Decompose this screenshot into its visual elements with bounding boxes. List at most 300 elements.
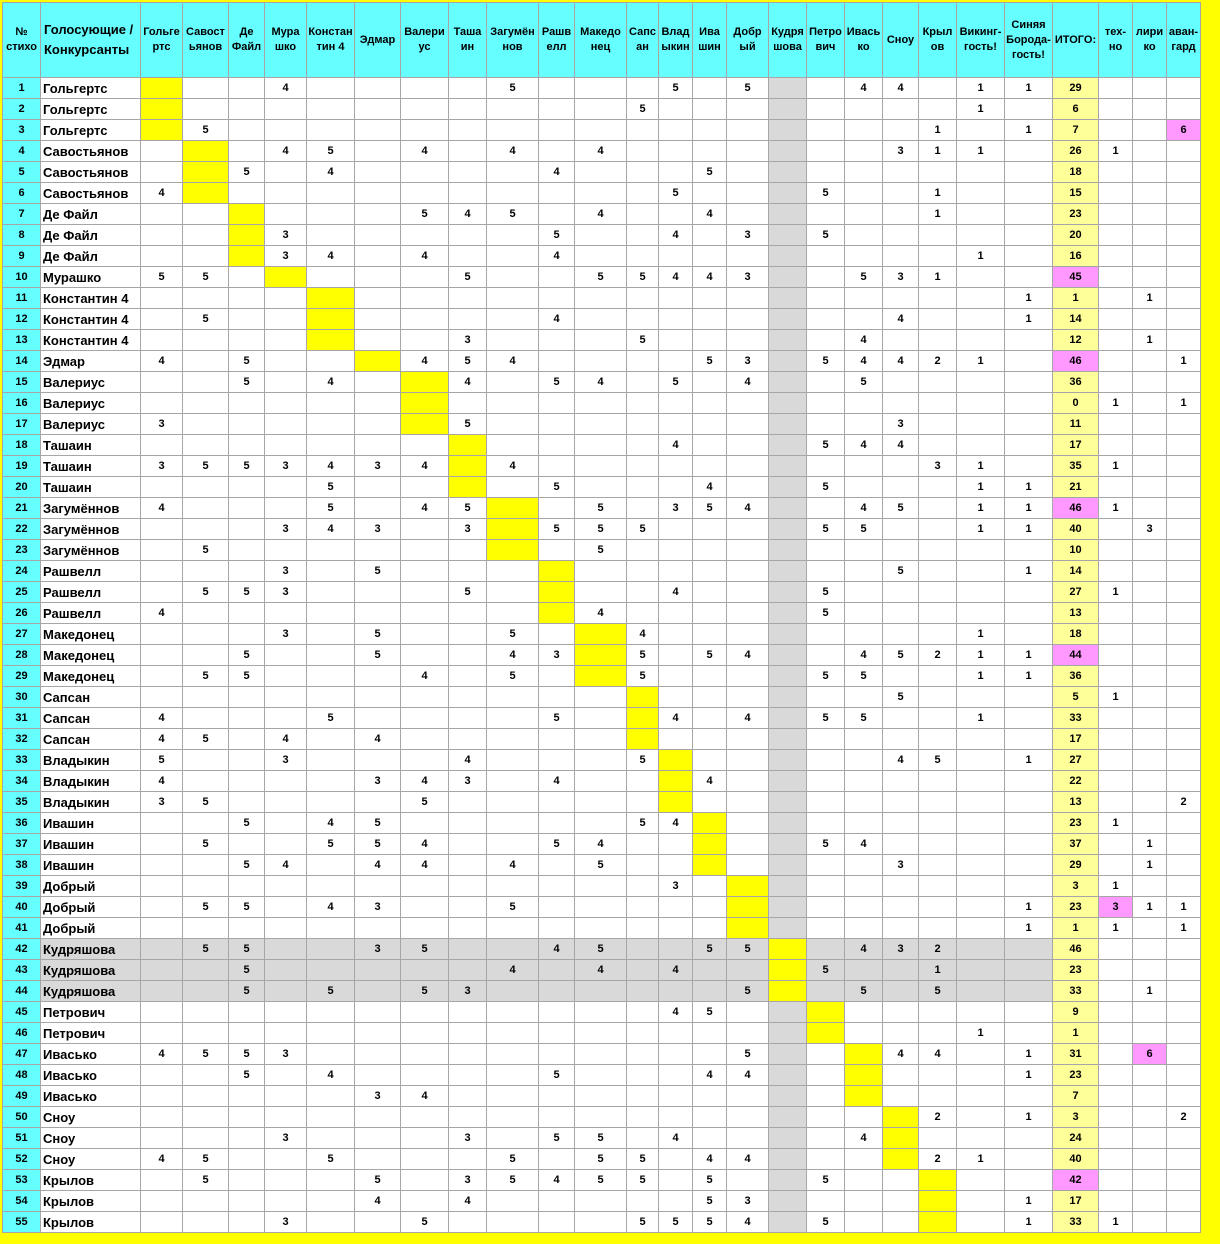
vote-cell[interactable] — [265, 687, 307, 708]
vote-cell[interactable] — [693, 1044, 727, 1065]
vote-cell[interactable] — [141, 78, 183, 99]
category-cell[interactable] — [1099, 120, 1133, 141]
vote-cell[interactable] — [727, 519, 769, 540]
vote-cell[interactable]: 5 — [183, 540, 229, 561]
category-cell[interactable] — [1133, 267, 1167, 288]
vote-cell[interactable] — [769, 477, 807, 498]
vote-cell[interactable] — [575, 1002, 627, 1023]
vote-cell[interactable] — [183, 960, 229, 981]
vote-cell[interactable]: 5 — [355, 645, 401, 666]
vote-cell[interactable]: 1 — [957, 78, 1005, 99]
vote-cell[interactable] — [1005, 225, 1053, 246]
total-cell[interactable]: 36 — [1053, 666, 1099, 687]
vote-cell[interactable] — [183, 330, 229, 351]
vote-cell[interactable] — [727, 435, 769, 456]
vote-cell[interactable] — [1005, 162, 1053, 183]
vote-cell[interactable] — [769, 729, 807, 750]
vote-cell[interactable] — [539, 624, 575, 645]
vote-cell[interactable] — [229, 750, 265, 771]
contestant-name[interactable]: Рашвелл — [41, 603, 141, 624]
vote-cell[interactable] — [957, 771, 1005, 792]
contestant-name[interactable]: Сапсан — [41, 687, 141, 708]
vote-cell[interactable] — [769, 960, 807, 981]
contestant-name[interactable]: Рашвелл — [41, 582, 141, 603]
poem-number[interactable]: 11 — [3, 288, 41, 309]
category-cell[interactable] — [1099, 267, 1133, 288]
vote-cell[interactable] — [539, 1191, 575, 1212]
vote-cell[interactable]: 4 — [141, 771, 183, 792]
category-cell[interactable]: 1 — [1167, 393, 1201, 414]
vote-cell[interactable] — [355, 183, 401, 204]
vote-cell[interactable] — [183, 372, 229, 393]
contestant-name[interactable]: Эдмар — [41, 351, 141, 372]
vote-cell[interactable]: 4 — [449, 750, 487, 771]
vote-cell[interactable] — [919, 477, 957, 498]
vote-cell[interactable] — [183, 225, 229, 246]
vote-cell[interactable]: 5 — [845, 708, 883, 729]
vote-cell[interactable] — [1005, 1149, 1053, 1170]
vote-cell[interactable] — [659, 834, 693, 855]
vote-cell[interactable] — [265, 897, 307, 918]
vote-cell[interactable]: 4 — [693, 267, 727, 288]
vote-cell[interactable]: 1 — [1005, 918, 1053, 939]
vote-cell[interactable]: 4 — [401, 246, 449, 267]
category-cell[interactable] — [1099, 519, 1133, 540]
vote-cell[interactable]: 5 — [727, 78, 769, 99]
vote-cell[interactable]: 4 — [307, 897, 355, 918]
vote-cell[interactable]: 5 — [807, 960, 845, 981]
vote-cell[interactable] — [807, 939, 845, 960]
vote-cell[interactable] — [769, 267, 807, 288]
poem-number[interactable]: 49 — [3, 1086, 41, 1107]
vote-cell[interactable]: 4 — [449, 372, 487, 393]
vote-cell[interactable] — [957, 918, 1005, 939]
vote-cell[interactable] — [183, 981, 229, 1002]
vote-cell[interactable]: 4 — [307, 519, 355, 540]
total-cell[interactable]: 40 — [1053, 519, 1099, 540]
vote-cell[interactable] — [807, 981, 845, 1002]
poem-number[interactable]: 44 — [3, 981, 41, 1002]
vote-cell[interactable] — [401, 1002, 449, 1023]
vote-cell[interactable] — [183, 414, 229, 435]
vote-cell[interactable] — [1005, 99, 1053, 120]
category-cell[interactable]: 1 — [1099, 393, 1133, 414]
total-cell[interactable]: 7 — [1053, 1086, 1099, 1107]
vote-cell[interactable] — [229, 603, 265, 624]
poem-number[interactable]: 7 — [3, 204, 41, 225]
vote-cell[interactable] — [769, 624, 807, 645]
vote-cell[interactable] — [575, 813, 627, 834]
vote-cell[interactable] — [355, 1023, 401, 1044]
vote-cell[interactable] — [539, 918, 575, 939]
category-cell[interactable] — [1133, 939, 1167, 960]
vote-cell[interactable]: 4 — [449, 1191, 487, 1212]
vote-cell[interactable] — [659, 792, 693, 813]
vote-cell[interactable] — [307, 855, 355, 876]
vote-cell[interactable] — [845, 1149, 883, 1170]
vote-cell[interactable] — [307, 1044, 355, 1065]
vote-cell[interactable] — [575, 1212, 627, 1233]
vote-cell[interactable]: 5 — [355, 1170, 401, 1191]
vote-cell[interactable]: 5 — [727, 981, 769, 1002]
vote-cell[interactable]: 3 — [265, 519, 307, 540]
vote-cell[interactable]: 4 — [845, 645, 883, 666]
contestant-name[interactable]: Гольгертс — [41, 99, 141, 120]
vote-cell[interactable] — [355, 792, 401, 813]
vote-cell[interactable]: 4 — [307, 456, 355, 477]
vote-cell[interactable]: 4 — [693, 1149, 727, 1170]
vote-cell[interactable] — [957, 1044, 1005, 1065]
vote-cell[interactable]: 4 — [659, 1128, 693, 1149]
vote-cell[interactable] — [693, 1086, 727, 1107]
vote-cell[interactable]: 5 — [487, 78, 539, 99]
vote-cell[interactable]: 4 — [141, 351, 183, 372]
category-cell[interactable] — [1133, 393, 1167, 414]
vote-cell[interactable]: 5 — [693, 1170, 727, 1191]
vote-cell[interactable] — [769, 225, 807, 246]
vote-cell[interactable] — [883, 582, 919, 603]
category-cell[interactable] — [1099, 330, 1133, 351]
vote-cell[interactable] — [1005, 771, 1053, 792]
vote-cell[interactable] — [807, 393, 845, 414]
category-cell[interactable] — [1167, 939, 1201, 960]
vote-cell[interactable] — [307, 1191, 355, 1212]
vote-cell[interactable]: 5 — [627, 99, 659, 120]
category-cell[interactable]: 1 — [1099, 687, 1133, 708]
total-cell[interactable]: 10 — [1053, 540, 1099, 561]
vote-cell[interactable]: 4 — [449, 204, 487, 225]
vote-cell[interactable] — [845, 771, 883, 792]
vote-cell[interactable] — [1005, 183, 1053, 204]
vote-cell[interactable] — [265, 792, 307, 813]
vote-cell[interactable] — [183, 1212, 229, 1233]
vote-cell[interactable] — [307, 666, 355, 687]
total-cell[interactable]: 1 — [1053, 288, 1099, 309]
vote-cell[interactable]: 4 — [575, 372, 627, 393]
vote-cell[interactable] — [141, 939, 183, 960]
vote-cell[interactable] — [141, 477, 183, 498]
vote-cell[interactable] — [355, 918, 401, 939]
vote-cell[interactable] — [229, 309, 265, 330]
vote-cell[interactable] — [229, 624, 265, 645]
vote-cell[interactable]: 4 — [307, 372, 355, 393]
category-cell[interactable] — [1167, 1065, 1201, 1086]
vote-cell[interactable] — [883, 1107, 919, 1128]
vote-cell[interactable] — [355, 477, 401, 498]
vote-cell[interactable] — [539, 414, 575, 435]
category-cell[interactable] — [1133, 204, 1167, 225]
vote-cell[interactable]: 3 — [355, 771, 401, 792]
vote-cell[interactable]: 4 — [539, 309, 575, 330]
vote-cell[interactable] — [229, 519, 265, 540]
vote-cell[interactable] — [229, 540, 265, 561]
vote-cell[interactable]: 5 — [845, 666, 883, 687]
category-cell[interactable] — [1099, 960, 1133, 981]
poem-number[interactable]: 18 — [3, 435, 41, 456]
vote-cell[interactable] — [539, 1023, 575, 1044]
vote-cell[interactable]: 5 — [807, 477, 845, 498]
vote-cell[interactable] — [769, 1023, 807, 1044]
vote-cell[interactable] — [401, 708, 449, 729]
vote-cell[interactable] — [539, 1086, 575, 1107]
vote-cell[interactable] — [659, 1086, 693, 1107]
vote-cell[interactable]: 5 — [229, 162, 265, 183]
vote-cell[interactable] — [693, 330, 727, 351]
vote-cell[interactable] — [627, 1044, 659, 1065]
vote-cell[interactable]: 4 — [141, 1149, 183, 1170]
category-cell[interactable]: 1 — [1167, 897, 1201, 918]
vote-cell[interactable] — [693, 876, 727, 897]
vote-cell[interactable] — [183, 435, 229, 456]
vote-cell[interactable] — [265, 1023, 307, 1044]
vote-cell[interactable] — [265, 834, 307, 855]
vote-cell[interactable]: 5 — [883, 687, 919, 708]
vote-cell[interactable] — [539, 267, 575, 288]
vote-cell[interactable] — [141, 1065, 183, 1086]
vote-cell[interactable] — [769, 834, 807, 855]
vote-cell[interactable]: 5 — [807, 351, 845, 372]
vote-cell[interactable]: 1 — [1005, 561, 1053, 582]
total-cell[interactable]: 17 — [1053, 1191, 1099, 1212]
vote-cell[interactable] — [693, 456, 727, 477]
poem-number[interactable]: 36 — [3, 813, 41, 834]
vote-cell[interactable] — [487, 477, 539, 498]
vote-cell[interactable]: 5 — [539, 834, 575, 855]
category-cell[interactable] — [1133, 351, 1167, 372]
vote-cell[interactable] — [693, 183, 727, 204]
category-cell[interactable]: 6 — [1133, 1044, 1167, 1065]
vote-cell[interactable]: 3 — [265, 456, 307, 477]
vote-cell[interactable] — [401, 393, 449, 414]
vote-cell[interactable]: 5 — [693, 1191, 727, 1212]
vote-cell[interactable] — [355, 1212, 401, 1233]
vote-cell[interactable] — [1005, 708, 1053, 729]
vote-cell[interactable] — [307, 351, 355, 372]
vote-cell[interactable] — [183, 771, 229, 792]
vote-cell[interactable]: 5 — [229, 1065, 265, 1086]
vote-cell[interactable] — [265, 267, 307, 288]
total-cell[interactable]: 13 — [1053, 792, 1099, 813]
vote-cell[interactable] — [627, 876, 659, 897]
vote-cell[interactable] — [401, 813, 449, 834]
vote-cell[interactable] — [919, 246, 957, 267]
vote-cell[interactable] — [487, 687, 539, 708]
vote-cell[interactable] — [141, 141, 183, 162]
vote-cell[interactable] — [693, 540, 727, 561]
contestant-name[interactable]: Македонец — [41, 624, 141, 645]
vote-cell[interactable] — [265, 771, 307, 792]
vote-cell[interactable] — [575, 750, 627, 771]
vote-cell[interactable]: 4 — [883, 750, 919, 771]
vote-cell[interactable] — [539, 855, 575, 876]
vote-cell[interactable] — [769, 750, 807, 771]
vote-cell[interactable] — [693, 603, 727, 624]
vote-cell[interactable] — [487, 1191, 539, 1212]
vote-cell[interactable] — [307, 687, 355, 708]
poem-number[interactable]: 47 — [3, 1044, 41, 1065]
vote-cell[interactable] — [401, 960, 449, 981]
vote-cell[interactable] — [449, 1023, 487, 1044]
vote-cell[interactable]: 5 — [307, 708, 355, 729]
vote-cell[interactable] — [183, 918, 229, 939]
vote-cell[interactable] — [627, 834, 659, 855]
vote-cell[interactable] — [401, 582, 449, 603]
vote-cell[interactable] — [627, 498, 659, 519]
vote-cell[interactable] — [539, 960, 575, 981]
total-cell[interactable]: 3 — [1053, 876, 1099, 897]
vote-cell[interactable] — [1005, 1170, 1053, 1191]
vote-cell[interactable] — [141, 309, 183, 330]
vote-cell[interactable] — [727, 477, 769, 498]
vote-cell[interactable] — [355, 603, 401, 624]
vote-cell[interactable] — [539, 204, 575, 225]
vote-cell[interactable]: 5 — [539, 708, 575, 729]
vote-cell[interactable] — [401, 561, 449, 582]
vote-cell[interactable]: 4 — [627, 624, 659, 645]
vote-cell[interactable]: 1 — [919, 141, 957, 162]
category-cell[interactable] — [1167, 960, 1201, 981]
vote-cell[interactable] — [449, 1212, 487, 1233]
vote-cell[interactable] — [265, 1065, 307, 1086]
contestant-name[interactable]: Македонец — [41, 666, 141, 687]
total-cell[interactable]: 16 — [1053, 246, 1099, 267]
vote-cell[interactable] — [141, 897, 183, 918]
poem-number[interactable]: 15 — [3, 372, 41, 393]
vote-cell[interactable] — [141, 120, 183, 141]
vote-cell[interactable] — [957, 1128, 1005, 1149]
category-cell[interactable] — [1167, 456, 1201, 477]
vote-cell[interactable] — [487, 876, 539, 897]
vote-cell[interactable]: 5 — [659, 78, 693, 99]
category-cell[interactable] — [1099, 225, 1133, 246]
vote-cell[interactable] — [807, 414, 845, 435]
vote-cell[interactable]: 1 — [1005, 1107, 1053, 1128]
vote-cell[interactable] — [883, 1191, 919, 1212]
vote-cell[interactable] — [627, 582, 659, 603]
vote-cell[interactable]: 5 — [575, 1170, 627, 1191]
vote-cell[interactable] — [883, 1002, 919, 1023]
total-cell[interactable]: 20 — [1053, 225, 1099, 246]
vote-cell[interactable] — [575, 771, 627, 792]
poem-number[interactable]: 23 — [3, 540, 41, 561]
vote-cell[interactable]: 4 — [401, 834, 449, 855]
vote-cell[interactable] — [627, 939, 659, 960]
category-cell[interactable] — [1133, 1170, 1167, 1191]
vote-cell[interactable]: 4 — [487, 456, 539, 477]
vote-cell[interactable] — [307, 120, 355, 141]
category-cell[interactable] — [1099, 1149, 1133, 1170]
vote-cell[interactable] — [769, 582, 807, 603]
vote-cell[interactable] — [769, 162, 807, 183]
vote-cell[interactable]: 3 — [355, 519, 401, 540]
poem-number[interactable]: 39 — [3, 876, 41, 897]
category-cell[interactable] — [1167, 162, 1201, 183]
vote-cell[interactable] — [1005, 351, 1053, 372]
vote-cell[interactable] — [355, 981, 401, 1002]
vote-cell[interactable] — [957, 1002, 1005, 1023]
vote-cell[interactable] — [355, 1107, 401, 1128]
vote-cell[interactable] — [575, 561, 627, 582]
vote-cell[interactable] — [265, 435, 307, 456]
vote-cell[interactable] — [919, 1128, 957, 1149]
vote-cell[interactable] — [449, 1107, 487, 1128]
vote-cell[interactable] — [575, 645, 627, 666]
vote-cell[interactable] — [845, 477, 883, 498]
vote-cell[interactable] — [487, 603, 539, 624]
vote-cell[interactable]: 5 — [307, 981, 355, 1002]
vote-cell[interactable] — [1005, 834, 1053, 855]
vote-cell[interactable] — [807, 1002, 845, 1023]
vote-cell[interactable] — [659, 1107, 693, 1128]
vote-cell[interactable] — [919, 519, 957, 540]
vote-cell[interactable] — [769, 540, 807, 561]
vote-cell[interactable]: 1 — [1005, 120, 1053, 141]
vote-cell[interactable] — [183, 246, 229, 267]
vote-cell[interactable]: 4 — [845, 351, 883, 372]
category-cell[interactable] — [1099, 624, 1133, 645]
total-cell[interactable]: 23 — [1053, 204, 1099, 225]
vote-cell[interactable]: 5 — [229, 897, 265, 918]
vote-cell[interactable] — [487, 981, 539, 1002]
vote-cell[interactable]: 5 — [229, 960, 265, 981]
category-cell[interactable] — [1167, 225, 1201, 246]
category-cell[interactable] — [1133, 1128, 1167, 1149]
vote-cell[interactable] — [845, 309, 883, 330]
vote-cell[interactable]: 4 — [659, 813, 693, 834]
vote-cell[interactable] — [487, 519, 539, 540]
total-cell[interactable]: 27 — [1053, 750, 1099, 771]
vote-cell[interactable] — [919, 834, 957, 855]
category-cell[interactable] — [1099, 204, 1133, 225]
category-cell[interactable] — [1133, 960, 1167, 981]
vote-cell[interactable] — [659, 120, 693, 141]
vote-cell[interactable] — [449, 288, 487, 309]
vote-cell[interactable]: 4 — [659, 960, 693, 981]
vote-cell[interactable] — [229, 78, 265, 99]
vote-cell[interactable] — [693, 393, 727, 414]
category-cell[interactable] — [1099, 939, 1133, 960]
vote-cell[interactable] — [845, 414, 883, 435]
vote-cell[interactable]: 4 — [659, 582, 693, 603]
vote-cell[interactable]: 3 — [449, 519, 487, 540]
vote-cell[interactable] — [957, 876, 1005, 897]
vote-cell[interactable] — [769, 897, 807, 918]
contestant-name[interactable]: Ташаин — [41, 435, 141, 456]
poem-number[interactable]: 6 — [3, 183, 41, 204]
vote-cell[interactable]: 5 — [401, 1212, 449, 1233]
vote-cell[interactable] — [659, 645, 693, 666]
vote-cell[interactable] — [487, 813, 539, 834]
vote-cell[interactable] — [449, 666, 487, 687]
vote-cell[interactable] — [769, 99, 807, 120]
vote-cell[interactable]: 5 — [229, 456, 265, 477]
vote-cell[interactable] — [141, 645, 183, 666]
vote-cell[interactable] — [1005, 1128, 1053, 1149]
contestant-name[interactable]: Рашвелл — [41, 561, 141, 582]
category-cell[interactable] — [1133, 1023, 1167, 1044]
vote-cell[interactable] — [727, 162, 769, 183]
vote-cell[interactable] — [845, 204, 883, 225]
vote-cell[interactable] — [141, 918, 183, 939]
vote-cell[interactable] — [693, 834, 727, 855]
vote-cell[interactable]: 4 — [539, 771, 575, 792]
total-cell[interactable]: 1 — [1053, 918, 1099, 939]
vote-cell[interactable] — [307, 99, 355, 120]
category-cell[interactable]: 1 — [1133, 288, 1167, 309]
vote-cell[interactable] — [659, 561, 693, 582]
vote-cell[interactable]: 5 — [539, 1128, 575, 1149]
poem-number[interactable]: 16 — [3, 393, 41, 414]
